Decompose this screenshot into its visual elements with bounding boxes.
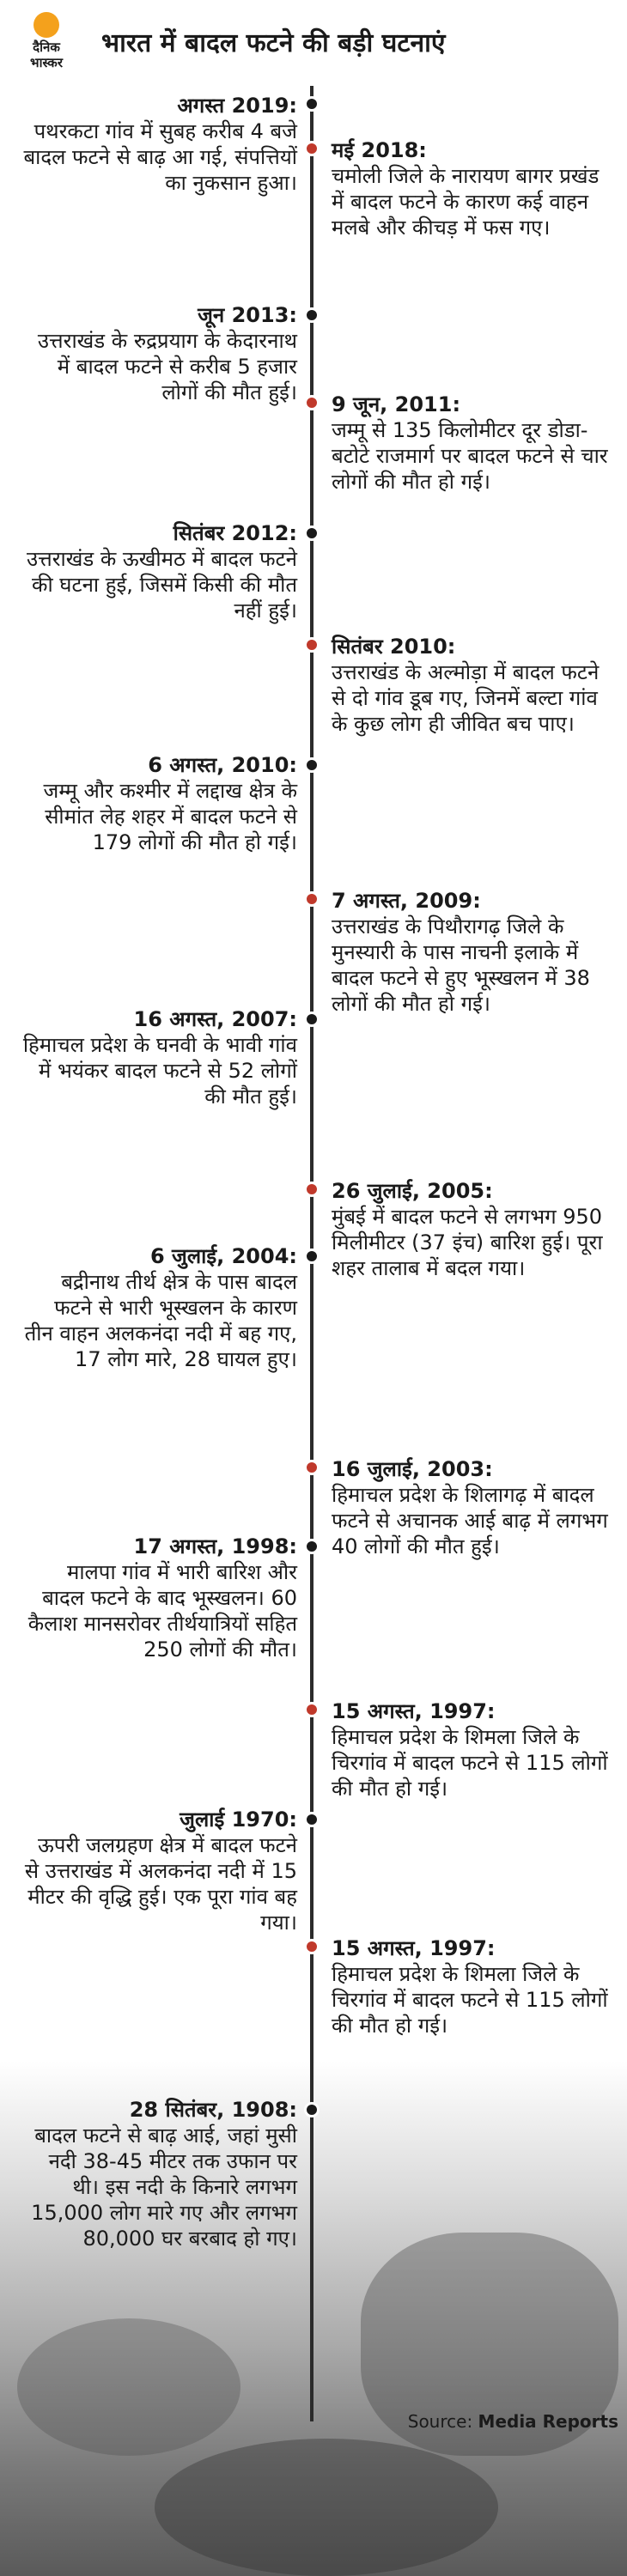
timeline-dot (304, 2102, 320, 2117)
timeline-entry-right (332, 634, 615, 737)
timeline-entry-left (22, 93, 297, 196)
timeline-dot (304, 141, 320, 156)
timeline-entry-left (22, 1807, 297, 1935)
timeline-entry-right (332, 1178, 615, 1281)
timeline-entry-left (22, 302, 297, 405)
entry-description: ऊपरी जलग्रहण क्षेत्र में बादल फटने से उत्तराखंड में अलकनंदा नदी में 15 मीटर की वृद्धि हुई। एक पूरा गांव बह गया। (24, 1833, 297, 1935)
timeline-dot (304, 395, 320, 410)
timeline-entry-left (22, 520, 297, 623)
timeline-dot (304, 1182, 320, 1197)
sun-icon (33, 12, 59, 38)
entry-date: मई 2018: (332, 138, 427, 162)
entry-description: मुंबई में बादल फटने से लगभग 950 मिलीमीटर (37 इंच) बारिश हुई। पूरा शहर तालाब में बदल गया। (332, 1205, 603, 1280)
entry-description: उत्तराखंड के पिथौरागढ़ जिले के मुनस्यारी के पास नाचनी इलाके में बादल फटने से हुए भूस्खलन में 38 लोगों की मौत हो गई। (332, 914, 590, 1016)
entry-description: हिमाचल प्रदेश के शिमला जिले के चिरगांव में बादल फटने से 115 लोगों की मौत हो गई। (332, 1962, 608, 2038)
timeline-dot (304, 1812, 320, 1827)
timeline-dot (304, 1539, 320, 1554)
timeline-dot (304, 1012, 320, 1027)
entry-description: जम्मू और कश्मीर में लद्दाख क्षेत्र के सीमांत लेह शहर में बादल फटने से 179 लोगों की मौत हो गई। (43, 779, 297, 854)
timeline-dot (304, 637, 320, 653)
background-rock (17, 2318, 240, 2456)
entry-description: उत्तराखंड के अल्मोड़ा में बादल फटने से दो गांव डूब गए, जिनमें बल्टा गांव के कुछ लोग ही जीवित बच पाए। (332, 660, 600, 736)
entry-date: 7 अगस्त, 2009: (332, 889, 481, 913)
entry-description: उत्तराखंड के रुद्रप्रयाग के केदारनाथ में बादल फटने से करीब 5 हजार लोगों की मौत हुई। (37, 329, 297, 404)
background-rock (155, 2439, 498, 2576)
source-name: Media Reports (478, 2411, 618, 2432)
entry-description: बादल फटने से बाढ़ आई, जहां मुसी नदी 38-45 मीटर तक उफान पर थी। इस नदी के किनारे लगभग 15,000 लोग मारे गए और लगभग 80,000 घर बरबाद हो गए। (31, 2123, 297, 2251)
timeline-dot (304, 757, 320, 773)
entry-date: 15 अगस्त, 1997: (332, 1936, 496, 1960)
entry-description: उत्तराखंड के ऊखीमठ में बादल फटने की घटना हुई, जिसमें किसी की मौत नहीं हुई। (26, 547, 297, 623)
entry-description: बद्रीनाथ तीर्थ क्षेत्र के पास बादल फटने से भारी भूस्खलन के कारण तीन वाहन अलकनंदा नदी में बह गए, 17 लोग मारे, 28 घायल हुए। (24, 1270, 297, 1371)
header (0, 0, 627, 86)
entry-date: 26 जुलाई, 2005: (332, 1179, 493, 1203)
entry-date: 16 जुलाई, 2003: (332, 1457, 493, 1481)
entry-date: जुलाई 1970: (180, 1807, 297, 1832)
entry-date: 9 जून, 2011: (332, 392, 461, 416)
entry-description: मालपा गांव में भारी बारिश और बादल फटने के बाद भूस्खलन। 60 कैलाश मानसरोवर तीर्थयात्रियों सहित 250 लोगों की मौत। (27, 1560, 297, 1662)
entry-date: सितंबर 2010: (332, 635, 456, 659)
timeline-dot (304, 891, 320, 907)
source-credit (408, 2411, 618, 2432)
timeline-dot (304, 526, 320, 541)
timeline-dot (304, 307, 320, 323)
timeline-entry-left (22, 1534, 297, 1662)
logo-text: दैनिक भास्कर (30, 39, 63, 70)
page-title: भारत में बादल फटने की बड़ी घटनाएं (101, 28, 446, 58)
timeline-entry-right (332, 1456, 615, 1559)
timeline-dot (304, 1249, 320, 1264)
timeline-dot (304, 1939, 320, 1954)
timeline-entry-left (22, 1006, 297, 1109)
entry-date: सितंबर 2012: (173, 521, 297, 545)
timeline-entry-left (22, 752, 297, 855)
entry-date: जून 2013: (198, 303, 297, 327)
timeline-dot (304, 1702, 320, 1717)
entry-description: पथरकटा गांव में सुबह करीब 4 बजे बादल फटने से बाढ़ आ गई, संपत्तियों का नुकसान हुआ। (23, 119, 297, 195)
entry-description: हिमाचल प्रदेश के घनवी के भावी गांव में भयंकर बादल फटने से 52 लोगों की मौत हुई। (22, 1033, 297, 1109)
entry-date: अगस्त 2019: (177, 94, 297, 118)
timeline-dot (304, 96, 320, 112)
source-label: Source: (407, 2411, 473, 2432)
entry-description: हिमाचल प्रदेश के शिलागढ़ में बादल फटने से अचानक आई बाढ़ में लगभग 40 लोगों की मौत हुई। (332, 1483, 608, 1558)
timeline-entry-right (332, 888, 615, 1017)
entry-description: हिमाचल प्रदेश के शिमला जिले के चिरगांव में बादल फटने से 115 लोगों की मौत हो गई। (332, 1725, 608, 1801)
timeline-entry-right (332, 392, 615, 495)
timeline-entry-left (22, 1243, 297, 1372)
entry-description: जम्मू से 135 किलोमीटर दूर डोडा-बटोटे राजमार्ग पर बादल फटने से चार लोगों की मौत हो गई। (332, 418, 608, 494)
entry-date: 6 अगस्त, 2010: (148, 753, 297, 777)
timeline-entry-left (22, 2097, 297, 2251)
timeline-dot (304, 1460, 320, 1475)
timeline-entry-right (332, 137, 615, 240)
timeline-entry-right (332, 1698, 615, 1801)
entry-date: 16 अगस्त, 2007: (133, 1007, 297, 1031)
timeline-entry-right (332, 1935, 615, 2038)
entry-description: चमोली जिले के नारायण बागर प्रखंड में बादल फटने के कारण कई वाहन मलबे और कीचड़ में फस गए। (332, 164, 600, 240)
entry-date: 17 अगस्त, 1998: (133, 1534, 297, 1558)
dainik-bhaskar-logo (9, 9, 84, 77)
entry-date: 6 जुलाई, 2004: (149, 1244, 297, 1268)
entry-date: 28 सितंबर, 1908: (129, 2098, 297, 2122)
entry-date: 15 अगस्त, 1997: (332, 1699, 496, 1723)
